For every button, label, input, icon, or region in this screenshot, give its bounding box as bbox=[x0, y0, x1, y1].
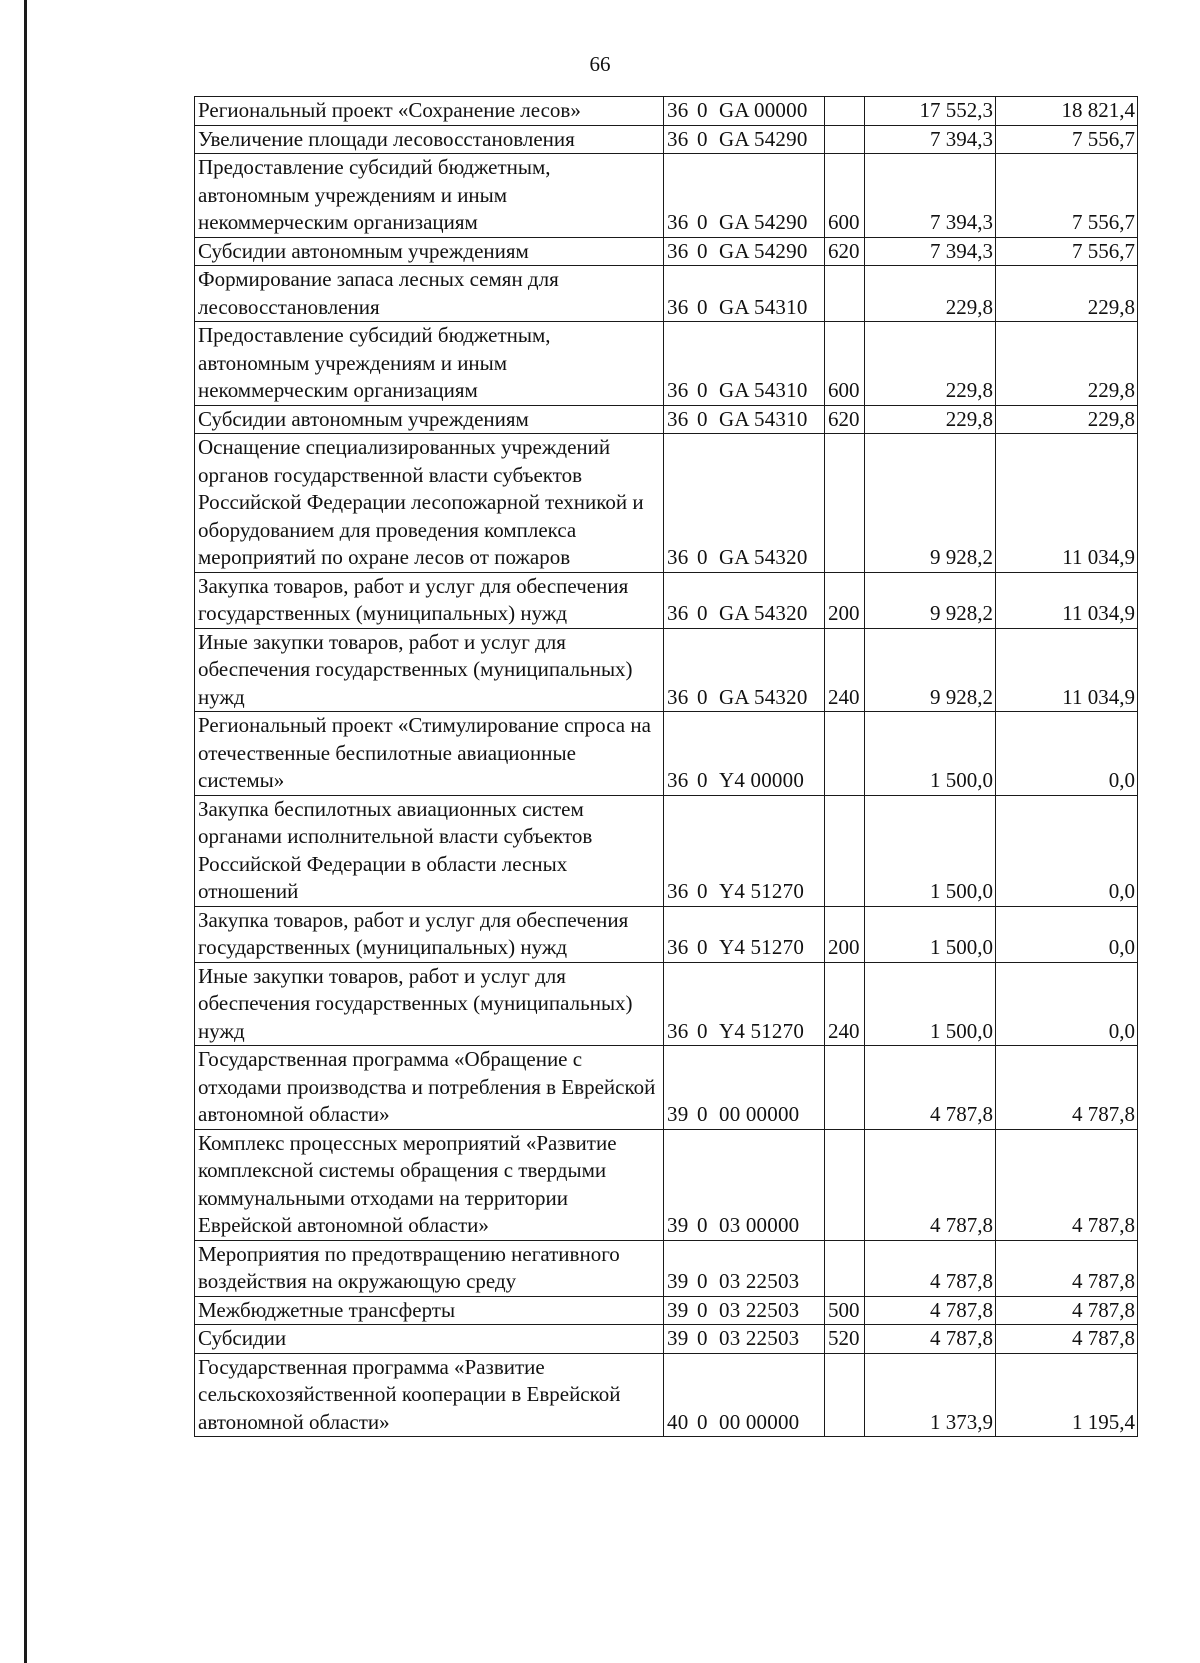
code-part-3: Y4 00000 bbox=[719, 768, 805, 792]
row-code bbox=[664, 154, 825, 238]
code-part-1: 36 bbox=[667, 601, 689, 625]
row-amount-1: 229,8 bbox=[865, 266, 996, 322]
code-part-1: 36 bbox=[667, 294, 689, 319]
code-part-3: 03 22503 bbox=[719, 1269, 800, 1293]
code-part-2: 0 bbox=[697, 1213, 708, 1237]
row-amount-2: 4 787,8 bbox=[996, 1129, 1138, 1240]
code-part-2: 0 bbox=[697, 406, 708, 431]
row-amount-2: 11 034,9 bbox=[996, 572, 1138, 628]
table-row bbox=[195, 154, 1138, 238]
row-code bbox=[664, 97, 825, 126]
row-name: Межбюджетные трансферты bbox=[195, 1296, 664, 1325]
code-part-2: 0 bbox=[697, 294, 708, 319]
code-part-2: 0 bbox=[697, 1269, 708, 1293]
row-name: Предоставление субсидий бюджетным, автономным учреждениям и иным некоммерческим организациям bbox=[195, 322, 664, 406]
row-amount-1: 1 500,0 bbox=[865, 712, 996, 796]
code-part-1: 36 bbox=[667, 684, 689, 709]
row-amount-1: 7 394,3 bbox=[865, 154, 996, 238]
code-part-3: GA 54310 bbox=[719, 378, 808, 402]
row-amount-1: 4 787,8 bbox=[865, 1240, 996, 1296]
code-part-3: GA 54310 bbox=[719, 294, 808, 319]
code-part-2: 0 bbox=[697, 1409, 708, 1434]
row-code bbox=[664, 1046, 825, 1130]
row-name: Иные закупки товаров, работ и услуг для обеспечения государственных (муниципальных) нужд bbox=[195, 628, 664, 712]
row-amount-1: 1 500,0 bbox=[865, 962, 996, 1046]
code-part-2: 0 bbox=[697, 1102, 708, 1126]
code-part-1: 39 bbox=[667, 1297, 689, 1322]
code-part-2: 0 bbox=[697, 1018, 708, 1043]
code-part-3: 03 22503 bbox=[719, 1297, 800, 1322]
code-part-3: GA 54290 bbox=[719, 210, 808, 234]
row-code bbox=[664, 795, 825, 906]
table-row bbox=[195, 572, 1138, 628]
row-name: Закупка товаров, работ и услуг для обеспечения государственных (муниципальных) нужд bbox=[195, 572, 664, 628]
row-amount-2: 7 556,7 bbox=[996, 237, 1138, 266]
code-part-3: 00 00000 bbox=[719, 1409, 800, 1434]
budget-table-body bbox=[195, 97, 1138, 1437]
code-part-2: 0 bbox=[697, 210, 708, 234]
code-part-3: GA 54290 bbox=[719, 238, 808, 263]
code-part-2: 0 bbox=[697, 684, 708, 709]
row-amount-1: 1 500,0 bbox=[865, 906, 996, 962]
code-part-2: 0 bbox=[697, 1326, 708, 1350]
code-part-1: 36 bbox=[667, 406, 689, 431]
row-expense-type: 620 bbox=[825, 405, 865, 434]
code-part-3: 03 00000 bbox=[719, 1213, 800, 1237]
row-amount-2: 0,0 bbox=[996, 962, 1138, 1046]
row-amount-1: 9 928,2 bbox=[865, 572, 996, 628]
code-part-3: GA 00000 bbox=[719, 98, 808, 122]
table-row bbox=[195, 97, 1138, 126]
table-row bbox=[195, 1296, 1138, 1325]
row-name: Субсидии bbox=[195, 1325, 664, 1354]
code-part-2: 0 bbox=[697, 879, 708, 903]
code-part-3: GA 54290 bbox=[719, 126, 808, 151]
code-part-2: 0 bbox=[697, 238, 708, 263]
row-name: Предоставление субсидий бюджетным, автономным учреждениям и иным некоммерческим организациям bbox=[195, 154, 664, 238]
row-amount-1: 7 394,3 bbox=[865, 125, 996, 154]
code-part-1: 36 bbox=[667, 1018, 689, 1043]
row-expense-type: 500 bbox=[825, 1296, 865, 1325]
code-part-1: 39 bbox=[667, 1102, 689, 1126]
row-name: Увеличение площади лесовосстановления bbox=[195, 125, 664, 154]
row-amount-2: 229,8 bbox=[996, 266, 1138, 322]
code-part-2: 0 bbox=[697, 601, 708, 625]
row-name: Комплекс процессных мероприятий «Развитие комплексной системы обращения с твердыми коммунальными отходами на территории Еврейской автономной области» bbox=[195, 1129, 664, 1240]
row-code bbox=[664, 1129, 825, 1240]
row-name: Закупка беспилотных авиационных систем органами исполнительной власти субъектов Российской Федерации в области лесных отношений bbox=[195, 795, 664, 906]
row-expense-type: 600 bbox=[825, 322, 865, 406]
row-expense-type bbox=[825, 1240, 865, 1296]
code-part-3: 03 22503 bbox=[719, 1326, 800, 1350]
row-code bbox=[664, 266, 825, 322]
code-part-3: GA 54310 bbox=[719, 406, 808, 431]
code-part-2: 0 bbox=[697, 1297, 708, 1322]
row-expense-type bbox=[825, 1353, 865, 1437]
table-row bbox=[195, 1353, 1138, 1437]
row-amount-2: 0,0 bbox=[996, 712, 1138, 796]
row-amount-1: 7 394,3 bbox=[865, 237, 996, 266]
row-amount-1: 229,8 bbox=[865, 322, 996, 406]
code-part-1: 39 bbox=[667, 1269, 689, 1293]
table-row bbox=[195, 125, 1138, 154]
code-part-3: GA 54320 bbox=[719, 601, 808, 625]
table-row bbox=[195, 1129, 1138, 1240]
row-code bbox=[664, 572, 825, 628]
row-amount-2: 0,0 bbox=[996, 795, 1138, 906]
code-part-1: 40 bbox=[667, 1409, 689, 1434]
table-row bbox=[195, 266, 1138, 322]
row-name: Региональный проект «Стимулирование спроса на отечественные беспилотные авиационные системы» bbox=[195, 712, 664, 796]
row-code bbox=[664, 906, 825, 962]
row-amount-2: 18 821,4 bbox=[996, 97, 1138, 126]
row-code bbox=[664, 322, 825, 406]
table-row bbox=[195, 1325, 1138, 1354]
row-name: Региональный проект «Сохранение лесов» bbox=[195, 97, 664, 126]
row-code bbox=[664, 125, 825, 154]
row-amount-2: 11 034,9 bbox=[996, 434, 1138, 573]
row-expense-type bbox=[825, 125, 865, 154]
code-part-3: GA 54320 bbox=[719, 545, 808, 569]
row-code bbox=[664, 1240, 825, 1296]
row-amount-1: 4 787,8 bbox=[865, 1129, 996, 1240]
table-row bbox=[195, 1046, 1138, 1130]
row-amount-2: 7 556,7 bbox=[996, 154, 1138, 238]
code-part-1: 36 bbox=[667, 768, 689, 792]
table-row bbox=[195, 434, 1138, 573]
code-part-1: 36 bbox=[667, 126, 689, 151]
row-amount-2: 1 195,4 bbox=[996, 1353, 1138, 1437]
table-row bbox=[195, 795, 1138, 906]
code-part-3: Y4 51270 bbox=[719, 935, 805, 959]
row-expense-type: 600 bbox=[825, 154, 865, 238]
code-part-1: 36 bbox=[667, 879, 689, 903]
table-row bbox=[195, 906, 1138, 962]
code-part-3: Y4 51270 bbox=[719, 1018, 805, 1043]
row-amount-1: 1 500,0 bbox=[865, 795, 996, 906]
row-amount-1: 17 552,3 bbox=[865, 97, 996, 126]
row-expense-type: 240 bbox=[825, 962, 865, 1046]
scan-edge-line bbox=[24, 0, 27, 1663]
row-amount-2: 4 787,8 bbox=[996, 1240, 1138, 1296]
row-expense-type: 520 bbox=[825, 1325, 865, 1354]
row-amount-2: 229,8 bbox=[996, 322, 1138, 406]
table-row bbox=[195, 712, 1138, 796]
row-expense-type bbox=[825, 1046, 865, 1130]
row-amount-1: 1 373,9 bbox=[865, 1353, 996, 1437]
row-name: Субсидии автономным учреждениям bbox=[195, 405, 664, 434]
table-row bbox=[195, 1240, 1138, 1296]
table-row bbox=[195, 962, 1138, 1046]
code-part-1: 36 bbox=[667, 935, 689, 959]
code-part-1: 39 bbox=[667, 1213, 689, 1237]
row-amount-2: 229,8 bbox=[996, 405, 1138, 434]
row-name: Мероприятия по предотвращению негативного воздействия на окружающую среду bbox=[195, 1240, 664, 1296]
row-code bbox=[664, 1325, 825, 1354]
row-expense-type bbox=[825, 434, 865, 573]
code-part-3: Y4 51270 bbox=[719, 879, 805, 903]
row-code bbox=[664, 628, 825, 712]
row-amount-1: 9 928,2 bbox=[865, 628, 996, 712]
code-part-2: 0 bbox=[697, 935, 708, 959]
code-part-2: 0 bbox=[697, 378, 708, 402]
row-amount-2: 7 556,7 bbox=[996, 125, 1138, 154]
code-part-1: 36 bbox=[667, 378, 689, 402]
code-part-2: 0 bbox=[697, 768, 708, 792]
row-expense-type bbox=[825, 97, 865, 126]
row-expense-type: 200 bbox=[825, 572, 865, 628]
row-code bbox=[664, 1353, 825, 1437]
table-row bbox=[195, 322, 1138, 406]
code-part-1: 36 bbox=[667, 545, 689, 569]
row-name: Субсидии автономным учреждениям bbox=[195, 237, 664, 266]
row-amount-1: 229,8 bbox=[865, 405, 996, 434]
budget-table bbox=[194, 96, 1138, 1437]
row-amount-1: 4 787,8 bbox=[865, 1046, 996, 1130]
row-code bbox=[664, 237, 825, 266]
row-expense-type: 620 bbox=[825, 237, 865, 266]
code-part-3: 00 00000 bbox=[719, 1102, 800, 1126]
row-amount-2: 4 787,8 bbox=[996, 1046, 1138, 1130]
row-code bbox=[664, 405, 825, 434]
code-part-2: 0 bbox=[697, 126, 708, 151]
row-amount-1: 9 928,2 bbox=[865, 434, 996, 573]
table-row bbox=[195, 628, 1138, 712]
code-part-1: 39 bbox=[667, 1326, 689, 1350]
row-code bbox=[664, 712, 825, 796]
row-amount-2: 11 034,9 bbox=[996, 628, 1138, 712]
row-name: Иные закупки товаров, работ и услуг для обеспечения государственных (муниципальных) нужд bbox=[195, 962, 664, 1046]
row-code bbox=[664, 962, 825, 1046]
code-part-2: 0 bbox=[697, 545, 708, 569]
row-name: Закупка товаров, работ и услуг для обеспечения государственных (муниципальных) нужд bbox=[195, 906, 664, 962]
row-expense-type bbox=[825, 795, 865, 906]
code-part-2: 0 bbox=[697, 98, 708, 122]
row-amount-2: 4 787,8 bbox=[996, 1325, 1138, 1354]
row-expense-type bbox=[825, 712, 865, 796]
row-amount-2: 0,0 bbox=[996, 906, 1138, 962]
row-expense-type bbox=[825, 1129, 865, 1240]
row-amount-1: 4 787,8 bbox=[865, 1325, 996, 1354]
code-part-3: GA 54320 bbox=[719, 684, 808, 709]
code-part-1: 36 bbox=[667, 238, 689, 263]
code-part-1: 36 bbox=[667, 98, 689, 122]
row-name: Государственная программа «Развитие сельскохозяйственной кооперации в Еврейской автономной области» bbox=[195, 1353, 664, 1437]
row-code bbox=[664, 434, 825, 573]
row-expense-type bbox=[825, 266, 865, 322]
row-amount-1: 4 787,8 bbox=[865, 1296, 996, 1325]
row-name: Формирование запаса лесных семян для лесовосстановления bbox=[195, 266, 664, 322]
row-name: Оснащение специализированных учреждений органов государственной власти субъектов Российской Федерации лесопожарной техникой и оборудованием для проведения комплекса мероприятий по охране лесов от пожаров bbox=[195, 434, 664, 573]
table-row bbox=[195, 405, 1138, 434]
code-part-1: 36 bbox=[667, 210, 689, 234]
row-expense-type: 240 bbox=[825, 628, 865, 712]
table-row bbox=[195, 237, 1138, 266]
row-expense-type: 200 bbox=[825, 906, 865, 962]
row-name: Государственная программа «Обращение с отходами производства и потребления в Еврейской автономной области» bbox=[195, 1046, 664, 1130]
row-amount-2: 4 787,8 bbox=[996, 1296, 1138, 1325]
row-code bbox=[664, 1296, 825, 1325]
page-number: 66 bbox=[589, 52, 611, 76]
